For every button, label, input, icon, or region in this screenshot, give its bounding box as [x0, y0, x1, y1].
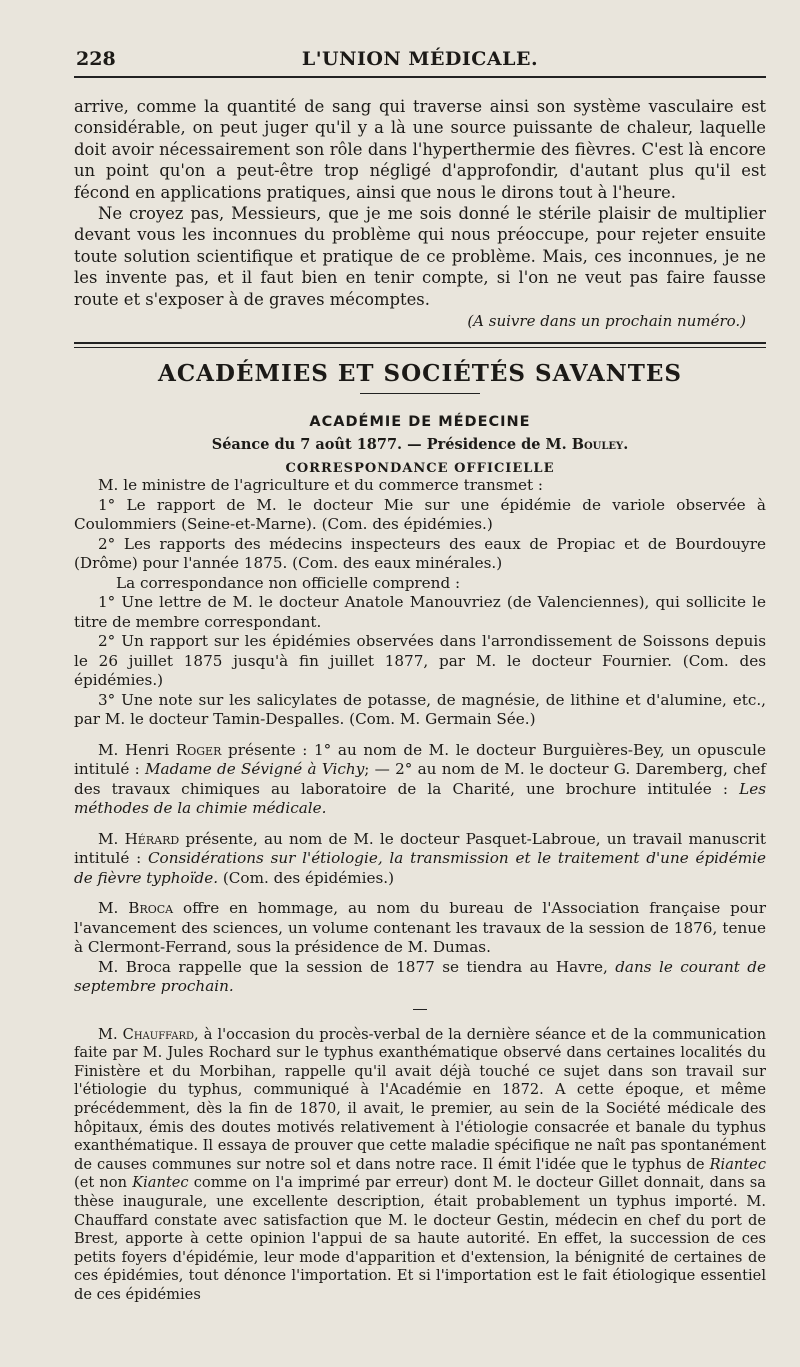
broca-offer	[74, 899, 766, 958]
seance-president: Bouley	[571, 436, 624, 454]
correspondance-title: CORRESPONDANCE OFFICIELLE	[285, 461, 555, 477]
unofficial-item-2: 2° Un rapport sur les épidémies observées dans l'arrondissement de Soissons depuis le 26 juillet 1875 jusqu'à fin juillet 1877, par M. le docteur Fournier. (Com. des épidémies.)	[74, 632, 766, 690]
section-divider	[74, 342, 766, 348]
unofficial-intro: La correspondance non officielle comprend :	[116, 573, 461, 592]
intro-paragraph-2: Ne croyez pas, Messieurs, que je me sois donné le stérile plaisir de multiplier devant vous les inconnues du problème qui nous préoccupe, pour rejeter ensuite toute solution scientifique et pratique de ce problème. Mais, ces inconnues, je ne les invente pas, et il faut bien en tenir compte, si l'on ne veut pas faire fausse route et s'exposer à de graves mécomptes.	[74, 204, 766, 309]
unofficial-item-1: 1° Une lettre de M. le docteur Anatole Manouvriez (de Valenciennes), qui sollicite le titre de membre correspondant.	[74, 593, 766, 631]
chauffard-text-d: comme on l'a imprimé par erreur) dont M. le docteur Gillet donnait, dans sa thèse inaugurale, une excellente description, était probablement un typhus importé. M. Chauffard constate avec satisfaction que M. le docteur Gestin, médecin en chef du port de Brest, apporte à cette opinion l'appui de sa haute autorité. En effet, la succession de ces petits foyers d'épidémie, leur mode d'apparition et d'extension, la bénignité de certaines de ces épidémies, tout dénonce l'importation. Et si l'importation est le fait étiologique essentiel de ces épidémies	[74, 1174, 766, 1303]
roger-title-2: Les méthodes de la chimie médicale.	[74, 779, 766, 818]
riantec-term: Riantec	[709, 1155, 766, 1173]
herard-title: Considérations sur l'étiologie, la transmission et le traitement d'une épidémie de fièvre typhoïde.	[74, 849, 766, 887]
unofficial-item-3: 3° Une note sur les salicylates de potasse, de magnésie, de lithine et d'alumine, etc., par M. le docteur Tamin-Despalles. (Com. M. Germain Sée.)	[74, 690, 766, 729]
official-item-1: 1° Le rapport de M. le docteur Mie sur une épidémie de variole observée à Coulommiers (Seine-et-Marne). (Com. des épidémies.)	[74, 495, 766, 534]
official-intro: M. le ministre de l'agriculture et du commerce transmet :	[98, 476, 544, 495]
roger-text-c: ; — 2° au nom de M. le docteur G. Daremberg, chef des travaux chimiques au laboratoire de la Charité, une brochure intitulée :	[74, 760, 767, 798]
broca-name: Broca	[128, 899, 174, 918]
seance-prefix: Séance du 7 août 1877. — Présidence de M.	[211, 436, 572, 454]
chauffard-section	[74, 1026, 766, 1305]
broca-text-a: M.	[98, 899, 129, 918]
intro-section	[74, 96, 766, 330]
herard-text-c: (Com. des épidémies.)	[218, 868, 395, 887]
page-header	[74, 44, 766, 78]
chauffard-text-c: (et non	[74, 1174, 133, 1192]
roger-text-b: présente : 1° au nom de M. le docteur Burguières-Bey, un opuscule intitulé :	[74, 740, 766, 779]
kiantec-term: Kiantec	[132, 1174, 189, 1192]
broca-text-b: offre en hommage, au nom du bureau de l'Association française pour l'avancement des sciences, un volume contenant les travaux de la session de 1876, tenue à Clermont-Ferrand, sous la présidence de M. Dumas.	[74, 899, 766, 957]
roger-presentation	[74, 741, 766, 819]
running-title: L'UNION MÉDICALE.	[301, 48, 539, 70]
herard-text-b: présente, au nom de M. le docteur Pasquet-Labroue, un travail manuscrit intitulé :	[74, 829, 766, 868]
page-number: 228	[76, 48, 116, 70]
chauffard-text-a: M.	[98, 1025, 123, 1043]
official-item-2: 2° Les rapports des médecins inspecteurs des eaux de Propiac et de Bourdouyre (Drôme) pour l'année 1875. (Com. des eaux minérales.)	[74, 534, 766, 573]
section-title: ACADÉMIES ET SOCIÉTÉS SAVANTES	[158, 360, 682, 388]
title-underline	[360, 393, 480, 394]
broca-session-text: M. Broca rappelle que la session de 1877 se tiendra au Havre,	[98, 957, 616, 976]
broca-session-date: dans le courant de septembre prochain.	[74, 957, 766, 996]
separator-dash	[413, 1009, 427, 1010]
herard-text-a: M.	[98, 829, 125, 848]
herard-name: Hérard	[124, 829, 180, 848]
chauffard-name: Chauffard	[122, 1025, 194, 1043]
herard-presentation	[74, 830, 766, 889]
correspondance-section	[74, 476, 766, 997]
chauffard-paragraph	[74, 1026, 766, 1305]
academy-title: ACADÉMIE DE MÉDECINE	[309, 414, 531, 431]
roger-text-a: M. Henri	[98, 740, 176, 759]
roger-name: Roger	[175, 740, 222, 759]
broca-session-note	[74, 958, 766, 997]
roger-title-1: Madame de Sévigné à Vichy	[144, 760, 365, 779]
seance-line	[74, 436, 766, 453]
intro-paragraph-1: arrive, comme la quantité de sang qui traverse ainsi son système vasculaire est considérable, on peut juger qu'il y a là une source puissante de chaleur, laquelle doit avoir nécessairement son rôle dans l'hyperthermie des fièvres. C'est là encore un point qu'on a peut-être trop négligé d'approfondir, d'autant plus qu'il est fécond en applications pratiques, ainsi que nous le dirons tout à l'heure.	[74, 97, 766, 202]
chauffard-text-b: , à l'occasion du procès-verbal de la dernière séance et de la communication faite par M. Jules Rochard sur le typhus exanthématique observé dans certaines localités du Finistère et du Morbihan, rappelle qu'il avait déjà touché ce sujet dans son travail sur l'étiologie du typhus, communiqué à l'Académie en 1872. A cette époque, et même précédemment, dès la fin de 1870, il avait, le premier, au sein de la Société médicale des hôpitaux, émis des doutes motivés relativement à l'étiologie consacrée et banale du typhus exanthématique. Il essaya de prouver que cette maladie spécifique ne naît pas spontanément de causes communes sur notre sol et dans notre race. Il émit l'idée que le typhus de	[74, 1025, 766, 1173]
to-be-continued-note: (A suivre dans un prochain numéro.)	[467, 312, 746, 331]
seance-suffix: .	[623, 436, 629, 454]
